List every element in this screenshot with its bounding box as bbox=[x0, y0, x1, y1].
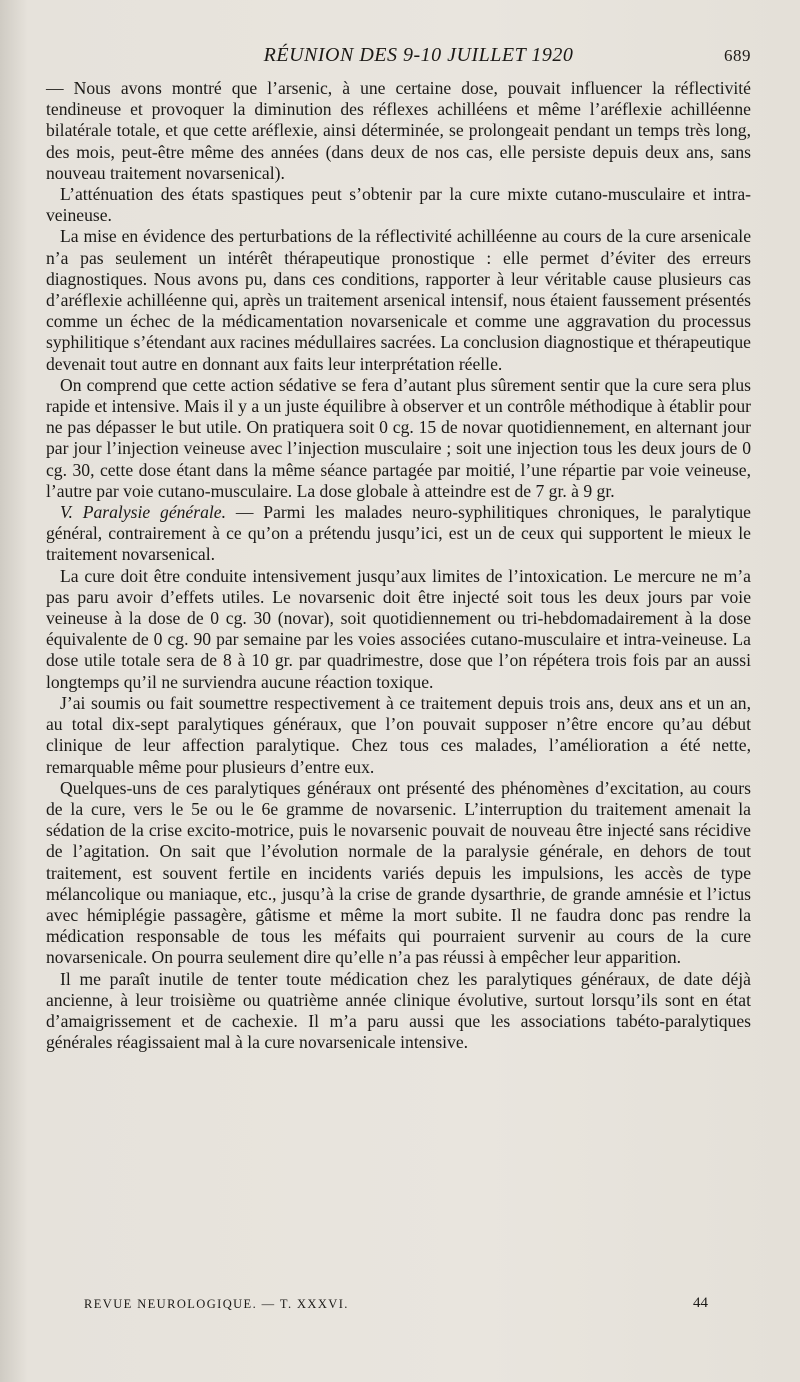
signature-mark: 44 bbox=[693, 1295, 708, 1311]
section-text: — Parmi les malades neuro-syphilitiques chroniques, le paralytique général, contrairement à ce qu’on a prétendu jusqu’ici, est un de ceux qui supportent le mieux le traitement novarsenical. bbox=[46, 502, 751, 565]
paragraph: La cure doit être conduite intensivement jusqu’aux limites de l’intoxication. Le mercure ne m’a pas paru avoir d’effets utiles. Le novarsenic doit être injecté soit tous les deux jours par voie veineuse à la dose de 0 cg. 30 (novar), soit quotidiennement ou tri-hebdomadairement à la dose équivalente de 0 cg. 90 par semaine par les voies associées cutano-musculaire et intra-veineuse. La dose utile totale sera de 8 à 10 gr. par quadrimestre, dose que l’on répétera trois fois par an aussi longtemps qu’il ne surviendra aucune réaction toxique. bbox=[46, 565, 751, 692]
section-heading: V. Paralysie générale. bbox=[60, 502, 226, 523]
running-title: RÉUNION DES 9-10 JUILLET 1920 bbox=[263, 44, 574, 66]
paragraph: L’atténuation des états spastiques peut s’obtenir par la cure mixte cutano-musculaire et intra-veineuse. bbox=[46, 184, 751, 226]
body-text bbox=[46, 78, 751, 1053]
page-footer bbox=[84, 1297, 708, 1312]
running-header bbox=[46, 44, 751, 78]
paragraph: On comprend que cette action sédative se fera d’autant plus sûrement sentir que la cure sera plus rapide et intensive. Mais il y a un juste équilibre à observer et un contrôle méthodique à établir pour ne pas dépasser le but utile. On pratiquera soit 0 cg. 15 de novar quotidiennement, en alternant jour par jour l’injection veineuse avec l’injection musculaire ; soit une injection tous les deux jours de 0 cg. 30, cette dose étant dans la même séance partagée par moitié, l’une répartie par voie veineuse, l’autre par voie cutano-musculaire. La dose globale à atteindre est de 7 gr. à 9 gr. bbox=[46, 374, 751, 501]
paragraph: La mise en évidence des perturbations de la réflectivité achilléenne au cours de la cure arsenicale n’a pas seulement un intérêt thérapeutique pronostique : elle permet d’éviter des erreurs diagnostiques. Nous avons pu, dans ces conditions, rapporter à leur véritable cause plusieurs cas d’aréflexie achilléenne qui, après un traitement arsenical intensif, nous étaient faussement présentés comme un échec de la médicamentation novarsenicale et comme une aggravation du processus syphilitique s’étendant aux racines médullaires sacrées. La conclusion diagnostique et thérapeutique devenait tout autre en donnant aux faits leur interprétation réelle. bbox=[46, 226, 751, 374]
page-number: 689 bbox=[724, 46, 751, 65]
paragraph: J’ai soumis ou fait soumettre respectivement à ce traitement depuis trois ans, deux ans et un an, au total dix-sept paralytiques généraux, que l’on pouvait supposer n’être encore qu’au début clinique de leur affection paralytique. Chez tous ces malades, l’amélioration a été nette, remarquable même pour plusieurs d’entre eux. bbox=[46, 692, 751, 777]
paragraph: Quelques-uns de ces paralytiques généraux ont présenté des phénomènes d’excitation, au cours de la cure, vers le 5e ou le 6e gramme de novarsenic. L’interruption du traitement amenait la sédation de la crise excito-motrice, puis le novarsenic pouvait de nouveau être injecté sans récidive de l’agitation. On sait que l’évolution normale de la paralysie générale, en dehors de tout traitement, est souvent fertile en incidents variés depuis les impulsions, les accès de type mélancolique ou maniaque, etc., jusqu’à la crise de grande dysarthrie, de grande amnésie et l’ictus avec hémiplégie passagère, gâtisme et même la mort subite. Il ne faudra donc pas rendre la médication responsable de tous les méfaits qui pourraient survenir au cours de la cure novarsenicale. On pourra seulement dire qu’elle n’a pas réussi à empêcher leur apparition. bbox=[46, 777, 751, 968]
section-v-paragraph bbox=[46, 502, 751, 566]
paragraph: Il me paraît inutile de tenter toute médication chez les paralytiques généraux, de date déjà ancienne, à leur troisième ou quatrième année clinique évolutive, surtout lorsqu’ils sont en état d’amaigrissement et de cachexie. Il m’a paru aussi que les associations tabéto-paralytiques générales réagissaient mal à la cure novarsenicale intensive. bbox=[46, 968, 751, 1053]
paragraph: — Nous avons montré que l’arsenic, à une certaine dose, pouvait influencer la réflectivité tendineuse et provoquer la diminution des réflexes achilléens et même l’aréflexie achilléenne bilatérale totale, et que cette aréflexie, ainsi déterminée, se prolongeait pendant un temps très long, des mois, peut-être même des années (dans deux de nos cas, elle persiste depuis deux ans, sans nouveau traitement novarsenical). bbox=[46, 78, 751, 183]
journal-reference: REVUE NEUROLOGIQUE. — T. XXXVI. bbox=[84, 1297, 349, 1311]
